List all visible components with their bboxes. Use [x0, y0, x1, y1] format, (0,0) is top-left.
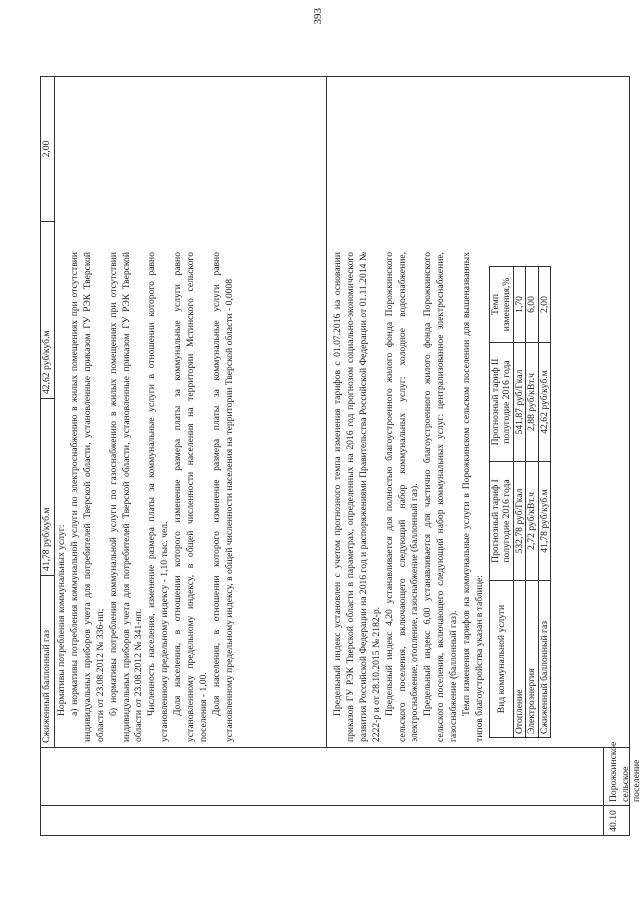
- table-row: [41, 77, 55, 748]
- row-divider: [326, 76, 327, 748]
- table-cell: 1,70: [513, 267, 526, 343]
- paragraph: Нормативы потребления коммунальных услуг:: [56, 524, 67, 716]
- table-cell: Сжиженный баллонный газ: [538, 581, 551, 738]
- paragraph: Предельный индекс 6,00 устанавливается для частично благоустроенного жилого фонда Порожкинского сельского поселения, включающего следующий набор коммунальных услуг: централизованное электроснабжение, газоснабжение (баллонный газ).: [422, 252, 460, 742]
- paragraph: а) нормативы потребления коммунальной услуги по электроснабжению в жилых помещениях при отсутствии индивидуальных приборов учета для потребителей Тверской области, установленные приказом ГУ РЭК Тверской области от 23.08.2012 № 336-нп;: [68, 252, 106, 742]
- column-header: Прогнозный тариф I полугодие 2016 года: [489, 462, 513, 581]
- table-cell: 2,00: [538, 267, 551, 343]
- table-header-row: [489, 267, 513, 738]
- tariff-table: [489, 266, 552, 738]
- paragraph: Предельный индекс 4,20 устанавливается для полностью благоустроенного жилого фонда Порожкинского сельского поселения, включающего следующий набор коммунальных услуг: холодное водоснабжение, электроснабжение, отопление, газоснабжение (баллонный газ).: [383, 252, 421, 742]
- table-cell: 42,62 руб/куб.м: [41, 222, 55, 399]
- upper-text-block: [56, 252, 237, 742]
- table-row: [526, 267, 539, 738]
- column-header: Прогнозный тариф II полугодие 2016 года: [489, 343, 513, 462]
- table-row: [513, 267, 526, 738]
- column-divider: [40, 805, 630, 806]
- table-cell: Отопление: [513, 581, 526, 738]
- paragraph: Темп изменения тарифов на коммунальные услуги в Порожкинском сельском поселении для вышеназванных типов благоустройства указан в таблице:: [461, 252, 485, 742]
- column-header: Вид коммунальной услуги: [489, 581, 513, 738]
- column-header: Темп изменения,%: [489, 267, 513, 343]
- paragraph: Доля населения, в отношении которого изменение размера платы за коммунальные услуги равно установленному предельному индексу, в общей численности населения на территории Мстинского сельского поселения - 1,00.: [172, 252, 209, 742]
- top-tariff-row: [40, 76, 55, 748]
- table-cell: Сжиженный баллонный газ: [41, 576, 55, 748]
- table-cell: 532,78 руб/Гкал: [513, 462, 526, 581]
- paragraph: Предельный индекс установлен с учетом прогнозного темпа изменения тарифов с 01.07.2016 на основании приказов ГУ РЭК Тверской области в параметрах, определенных на 2016 год прогнозом социально-экономического развития Российской Федерации на 2016 год и распоряжениями Правительства Российской Федерации от 01.11.2014 № 2222-р и от 28.10.2015 № 2182-р.: [332, 252, 382, 742]
- table-cell: 42,62 руб/куб.м: [538, 343, 551, 462]
- paragraph: Доля населения, в отношении которого изменение размера платы за коммунальные услуги равно установленному предельному индексу, в общей численности населения на территории Тверской области - 0,0008: [210, 252, 235, 742]
- table-cell: 541,87 руб/Гкал: [513, 343, 526, 462]
- table-cell: 2,00: [41, 77, 55, 222]
- paragraph: б) нормативы потребления коммунальной услуги по газоснабжению в жилых помещениях при отсутствии индивидуальных приборов учета для потребителей Тверской области, установленные приказом ГУ РЭК Тверской области от 23.08.2012 № 341-нп.: [107, 252, 145, 742]
- table-row: [538, 267, 551, 738]
- table-cell: 2,72 руб/кВт.ч: [526, 462, 539, 581]
- table-cell: Электроэнергия: [526, 581, 539, 738]
- page-number: 393: [312, 8, 324, 25]
- lower-text-block: [332, 252, 551, 742]
- table-cell: 2,88 руб/кВт.ч: [526, 343, 539, 462]
- row-divider: [603, 748, 604, 836]
- table-cell: 6,00: [526, 267, 539, 343]
- table-cell: 41,78 руб/куб.м: [41, 399, 55, 576]
- paragraph: Численность населения, изменение размера платы за коммунальные услуги в отношении которого равно установленному предельному индексу - 1,10 тыс. чел.: [146, 252, 171, 742]
- table-cell: 41,78 руб/куб.м: [538, 462, 551, 581]
- settlement-name: Порожкинское сельское поселение: [608, 741, 642, 802]
- row-number: 40.10: [608, 810, 619, 832]
- column-divider: [40, 747, 630, 748]
- document-page: [40, 76, 642, 836]
